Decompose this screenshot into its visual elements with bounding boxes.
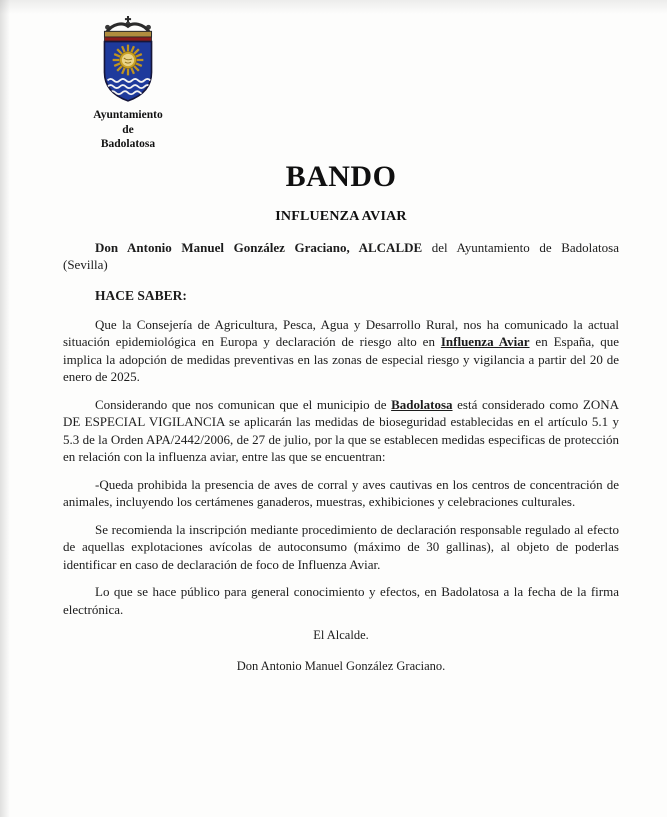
mayor-name-bold: Don Antonio Manuel González Graciano, ALCALDE (95, 239, 423, 255)
document-subtitle: INFLUENZA AVIAR (275, 208, 407, 224)
org-name-line3: Badolatosa (100, 138, 156, 150)
badolatosa-emphasis: Badolatosa (391, 396, 453, 412)
org-name-line2: de (122, 123, 134, 136)
org-name-line1: Ayuntamiento (93, 109, 163, 121)
paragraph-recomendacion: Se recomienda la inscripción mediante procedimiento de declaración responsable regulado al efecto de aquellas explotaciones avícolas de autoconsumo (máximo de 30 gallinas), al objeto de poderlas identificar en caso de declaración de foco de Influenza Aviar. (63, 521, 619, 572)
badolatosa-coat-of-arms-icon (91, 15, 165, 105)
influenza-aviar-emphasis: Influenza Aviar (440, 334, 530, 349)
document-body (63, 239, 619, 675)
intro-paragraph (63, 239, 619, 274)
paragraph-consejeria (63, 316, 619, 386)
crest-block (63, 15, 193, 152)
org-caption (63, 108, 193, 152)
crown-icon (104, 16, 151, 41)
signature-role: El Alcalde. (313, 628, 369, 642)
intro-rest: del Ayuntamiento de Badolatosa (Sevilla) (63, 239, 619, 272)
considerando-pre: Considerando que nos comunican que el municipio de (95, 396, 392, 412)
consejeria-pre: Que la Consejería de Agricultura, Pesca, Agua y Desarrollo Rural, nos ha comunicado la actual situación epidemiológica en Europa y declaración de riesgo alto en (63, 316, 619, 349)
paragraph-prohibicion: -Queda prohibida la presencia de aves de corral y aves cautivas en los centros de concentración de animales, incluyendo los certámenes ganaderos, muestras, exhibiciones y celebraciones culturales. (63, 476, 619, 509)
paragraph-considerando (63, 396, 619, 466)
consejeria-post: en España, que implica la adopción de medidas preventivas en las zonas de especial riesgo y vigilancia a partir del 20 de enero de 2025. (63, 334, 619, 384)
considerando-post: está considerado como ZONA DE ESPECIAL VIGILANCIA se aplicarán las medidas de bioseguridad establecidas en el artículo 5.1 y 5.3 de la Orden APA/2442/2006, de 27 de julio, por la que se establecen medidas especificas de protección en relación con la influenza aviar, entre las que se encuentran: (63, 396, 619, 464)
paragraph-publicacion: Lo que se hace público para general conocimiento y efectos, en Badolatosa a la fecha de la firma electrónica. (63, 584, 619, 617)
hace-saber-heading: HACE SABER: (95, 287, 187, 303)
document-title: BANDO (285, 159, 397, 193)
signature-block (63, 628, 619, 674)
signature-name: Don Antonio Manuel González Graciano. (236, 659, 446, 673)
